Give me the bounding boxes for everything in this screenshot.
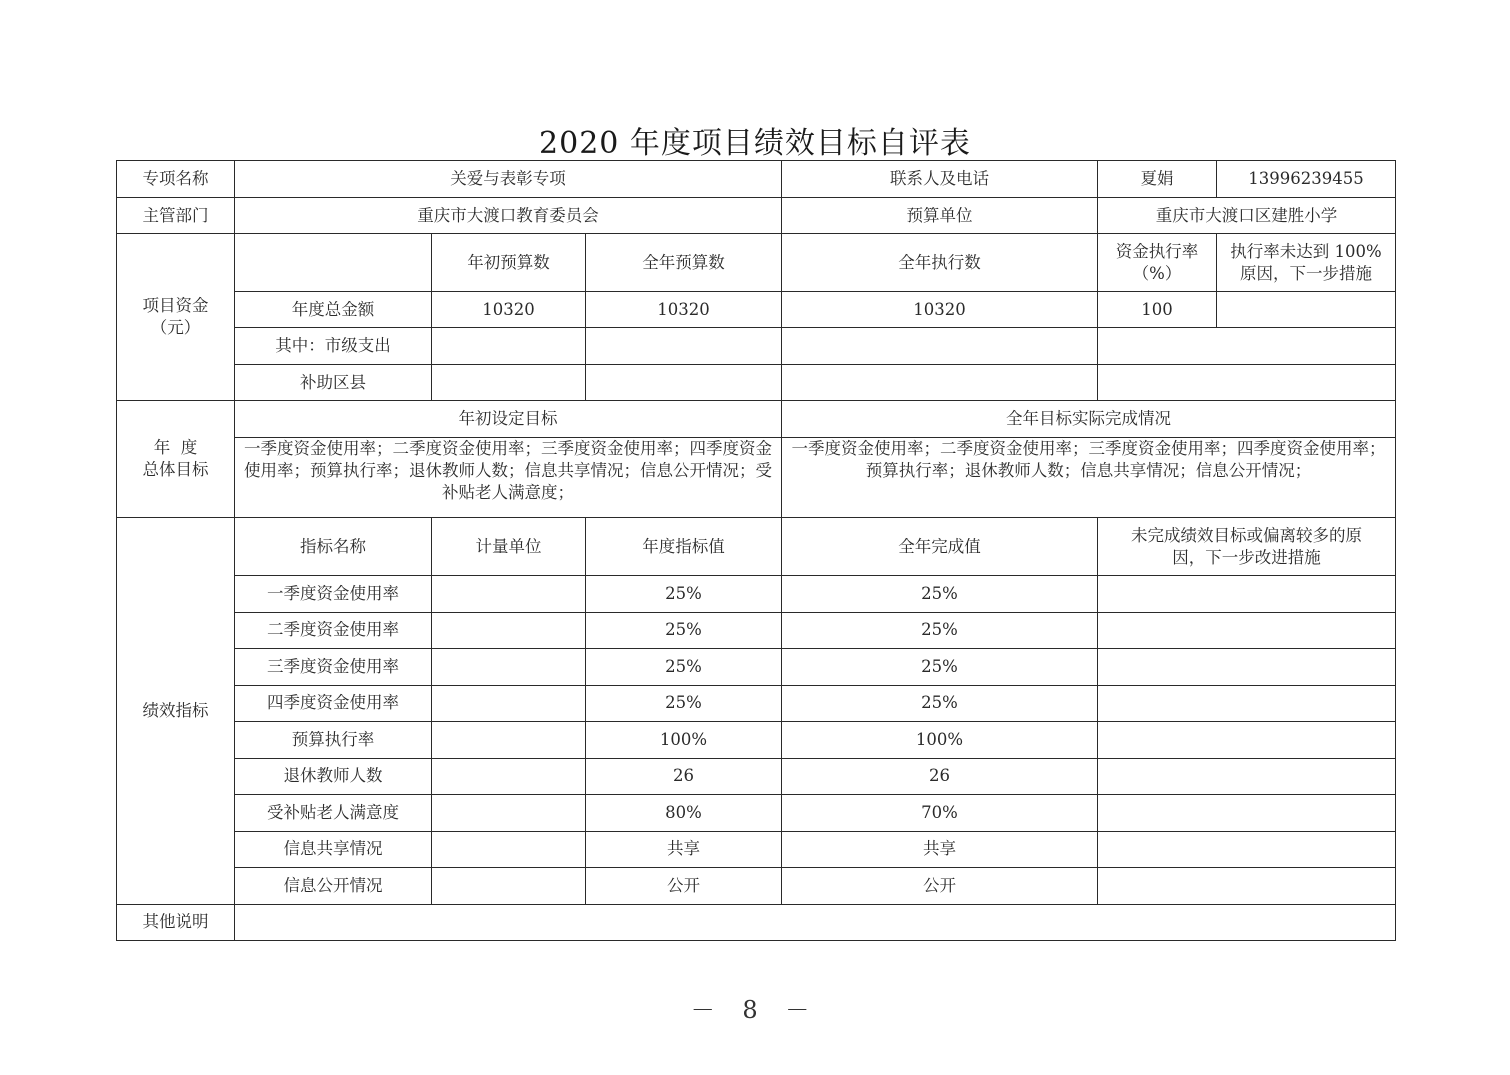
ind-reason xyxy=(1098,795,1396,832)
ind-name: 二季度资金使用率 xyxy=(235,612,432,649)
funds-exec: 10320 xyxy=(782,292,1098,328)
indicators-header-row xyxy=(117,518,1396,576)
ind-col-target: 年度指标值 xyxy=(586,518,782,576)
dept-label: 主管部门 xyxy=(117,198,235,234)
ind-reason xyxy=(1098,831,1396,868)
ind-actual: 70% xyxy=(782,795,1098,832)
ind-actual: 公开 xyxy=(782,868,1098,905)
funds-exec xyxy=(782,328,1098,365)
ind-reason xyxy=(1098,649,1396,686)
funds-district-row xyxy=(117,365,1396,401)
funds-section-label xyxy=(117,234,235,401)
project-name-value: 关爱与表彰专项 xyxy=(235,161,782,198)
funds-full xyxy=(586,365,782,401)
goals-actual-header: 全年目标实际完成情况 xyxy=(782,401,1396,438)
table-row xyxy=(117,649,1396,686)
ind-actual: 100% xyxy=(782,722,1098,759)
ind-name: 预算执行率 xyxy=(235,722,432,759)
ind-target: 26 xyxy=(586,758,782,795)
dept-value: 重庆市大渡口教育委员会 xyxy=(235,198,782,234)
budget-unit-value: 重庆市大渡口区建胜小学 xyxy=(1098,198,1396,234)
other-row xyxy=(117,904,1396,940)
ind-col-reason: 未完成绩效目标或偏离较多的原 因，下一步改进措施 xyxy=(1098,518,1396,576)
funds-full xyxy=(586,328,782,365)
ind-actual: 26 xyxy=(782,758,1098,795)
table-row xyxy=(117,868,1396,905)
ind-col-name: 指标名称 xyxy=(235,518,432,576)
funds-exec xyxy=(782,365,1098,401)
funds-city-row xyxy=(117,328,1396,365)
table-row xyxy=(117,831,1396,868)
ind-actual: 25% xyxy=(782,685,1098,722)
ind-unit xyxy=(432,795,586,832)
goals-text-row xyxy=(117,438,1396,518)
ind-target: 25% xyxy=(586,649,782,686)
ind-unit xyxy=(432,685,586,722)
evaluation-table xyxy=(116,160,1396,941)
funds-total-row xyxy=(117,292,1396,328)
indicators-section-label: 绩效指标 xyxy=(117,518,235,905)
ind-target: 25% xyxy=(586,612,782,649)
ind-name: 信息共享情况 xyxy=(235,831,432,868)
contact-label: 联系人及电话 xyxy=(782,161,1098,198)
goals-section-label: 年 度 总体目标 xyxy=(117,401,235,518)
table-row xyxy=(117,795,1396,832)
department-row xyxy=(117,198,1396,234)
other-label: 其他说明 xyxy=(117,904,235,940)
ind-name: 信息公开情况 xyxy=(235,868,432,905)
contact-name: 夏娟 xyxy=(1098,161,1217,198)
ind-name: 一季度资金使用率 xyxy=(235,576,432,613)
funds-initial: 10320 xyxy=(432,292,586,328)
funds-col-initial: 年初预算数 xyxy=(432,234,586,292)
ind-unit xyxy=(432,722,586,759)
ind-target: 25% xyxy=(586,576,782,613)
ind-unit xyxy=(432,831,586,868)
ind-target: 100% xyxy=(586,722,782,759)
ind-unit xyxy=(432,649,586,686)
funds-row-label: 年度总金额 xyxy=(235,292,432,328)
page-number: － 8 － xyxy=(690,996,820,1024)
table-row xyxy=(117,612,1396,649)
ind-name: 退休教师人数 xyxy=(235,758,432,795)
funds-row-label: 其中：市级支出 xyxy=(235,328,432,365)
funds-col-rate: 资金执行率 （%） xyxy=(1098,234,1217,292)
funds-rate xyxy=(1098,328,1396,365)
ind-unit xyxy=(432,576,586,613)
ind-unit xyxy=(432,868,586,905)
ind-reason xyxy=(1098,685,1396,722)
table-row xyxy=(117,685,1396,722)
ind-actual: 25% xyxy=(782,612,1098,649)
other-value xyxy=(235,904,1396,940)
funds-col-reason: 执行率未达到 100% 原因，下一步措施 xyxy=(1217,234,1396,292)
funds-rate xyxy=(1098,365,1396,401)
ind-reason xyxy=(1098,868,1396,905)
ind-name: 四季度资金使用率 xyxy=(235,685,432,722)
ind-target: 公开 xyxy=(586,868,782,905)
goals-initial-header: 年初设定目标 xyxy=(235,401,782,438)
funds-header-row xyxy=(117,234,1396,292)
goals-initial-text: 一季度资金使用率；二季度资金使用率；三季度资金使用率；四季度资金使用率；预算执行率；退休教师人数；信息共享情况；信息公开情况；受补贴老人满意度； xyxy=(235,438,782,518)
funds-label-line1: 项目资金 xyxy=(142,296,209,315)
project-name-label: 专项名称 xyxy=(117,161,235,198)
ind-unit xyxy=(432,612,586,649)
goals-header-row xyxy=(117,401,1396,438)
funds-label-line2: （元） xyxy=(150,318,201,337)
ind-actual: 25% xyxy=(782,576,1098,613)
funds-initial xyxy=(432,365,586,401)
ind-target: 80% xyxy=(586,795,782,832)
ind-name: 三季度资金使用率 xyxy=(235,649,432,686)
ind-target: 25% xyxy=(586,685,782,722)
funds-corner-cell xyxy=(235,234,432,292)
ind-reason xyxy=(1098,612,1396,649)
funds-col-full: 全年预算数 xyxy=(586,234,782,292)
table-row xyxy=(117,722,1396,759)
ind-reason xyxy=(1098,758,1396,795)
funds-reason xyxy=(1217,292,1396,328)
table-row xyxy=(117,576,1396,613)
funds-rate: 100 xyxy=(1098,292,1217,328)
table-row xyxy=(117,758,1396,795)
contact-phone: 13996239455 xyxy=(1217,161,1396,198)
goals-actual-text: 一季度资金使用率；二季度资金使用率；三季度资金使用率；四季度资金使用率；预算执行率；退休教师人数；信息共享情况；信息公开情况； xyxy=(782,438,1396,518)
ind-reason xyxy=(1098,722,1396,759)
funds-row-label: 补助区县 xyxy=(235,365,432,401)
page-title: 2020 年度项目绩效目标自评表 xyxy=(539,126,971,161)
ind-col-actual: 全年完成值 xyxy=(782,518,1098,576)
ind-unit xyxy=(432,758,586,795)
ind-reason xyxy=(1098,576,1396,613)
funds-initial xyxy=(432,328,586,365)
budget-unit-label: 预算单位 xyxy=(782,198,1098,234)
ind-target: 共享 xyxy=(586,831,782,868)
ind-actual: 共享 xyxy=(782,831,1098,868)
ind-actual: 25% xyxy=(782,649,1098,686)
funds-full: 10320 xyxy=(586,292,782,328)
ind-name: 受补贴老人满意度 xyxy=(235,795,432,832)
ind-col-unit: 计量单位 xyxy=(432,518,586,576)
funds-col-exec: 全年执行数 xyxy=(782,234,1098,292)
project-row xyxy=(117,161,1396,198)
